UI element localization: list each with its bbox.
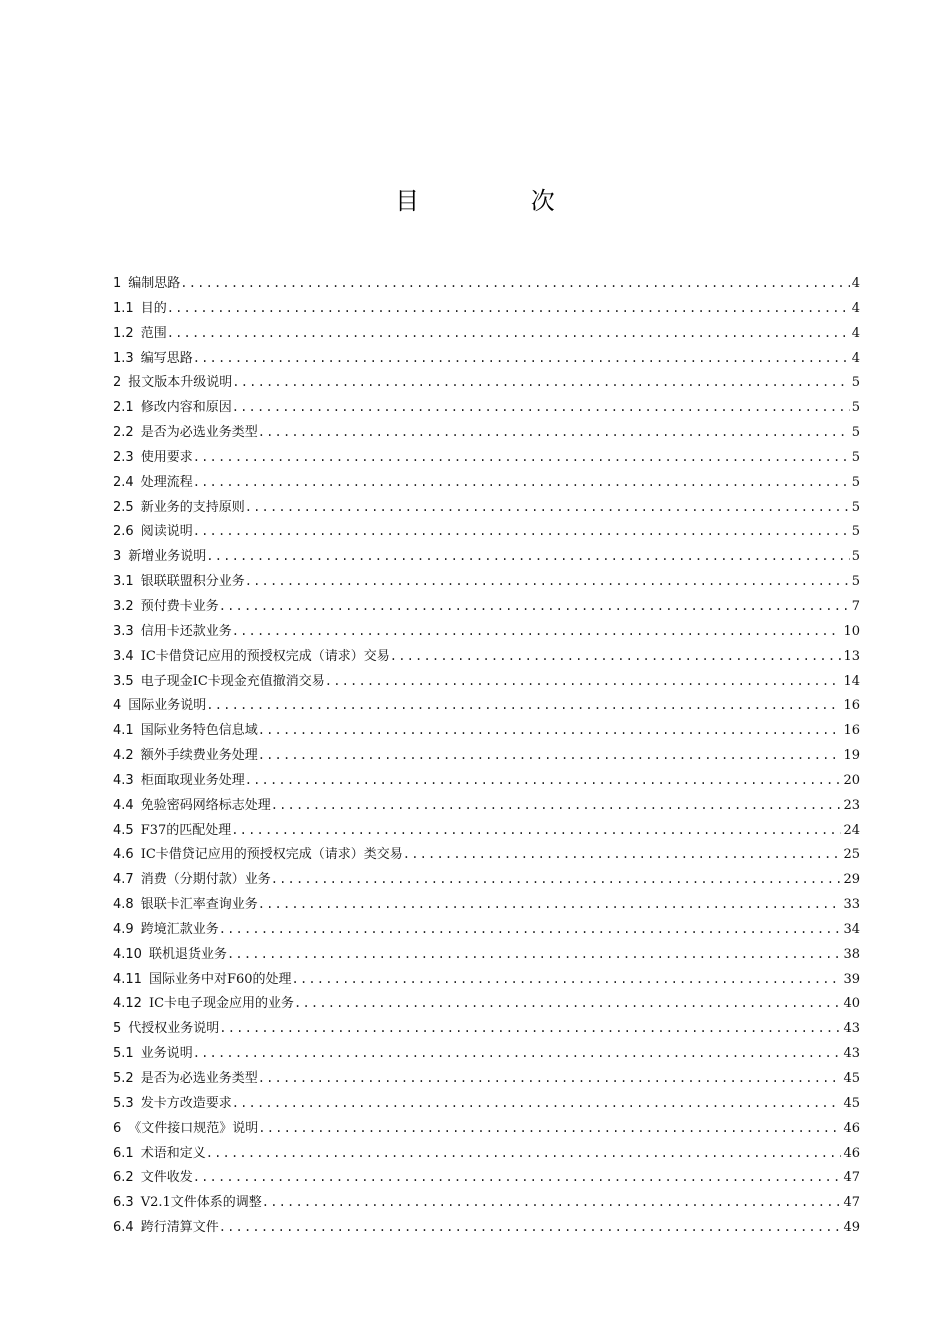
- toc-entry-page-number: 25: [843, 847, 860, 863]
- toc-dot-leader: [403, 847, 842, 861]
- toc-entry-title: 联机退货业务: [148, 946, 227, 962]
- toc-entry-title: 消费（分期付款）业务: [140, 872, 271, 888]
- toc-entry-page-number: 23: [843, 797, 860, 813]
- toc-dot-leader: [325, 674, 842, 688]
- toc-entry[interactable]: [113, 843, 860, 868]
- toc-entry-number: 2.2: [113, 425, 134, 441]
- toc-entry-number: 6.3: [113, 1195, 134, 1211]
- toc-entry-page-number: 16: [843, 723, 860, 739]
- toc-entry-page-number: 16: [843, 698, 860, 714]
- toc-entry-page-number: 19: [843, 748, 860, 764]
- toc-entry[interactable]: [113, 1142, 860, 1167]
- toc-entry-title: 业务说明: [140, 1046, 193, 1062]
- toc-dot-leader: [167, 301, 850, 315]
- toc-entry-number: 4.4: [113, 797, 134, 813]
- toc-entry-number: 2.1: [113, 400, 134, 416]
- toc-entry[interactable]: [113, 1216, 860, 1241]
- toc-entry-number: 2.3: [113, 449, 134, 465]
- toc-entry-number: 3.2: [113, 598, 134, 614]
- toc-entry-number: 2.5: [113, 499, 134, 515]
- toc-dot-leader: [206, 1146, 842, 1160]
- toc-entry-number: 4.12: [113, 996, 142, 1012]
- toc-entry-number: 3: [113, 549, 122, 565]
- toc-entry-page-number: 5: [851, 574, 860, 590]
- toc-dot-leader: [219, 1220, 842, 1234]
- toc-entry-page-number: 29: [843, 872, 860, 888]
- toc-entry-page-number: 5: [851, 425, 860, 441]
- toc-entry-page-number: 43: [843, 1021, 860, 1037]
- toc-entry-number: 6.2: [113, 1170, 134, 1186]
- toc-entry[interactable]: [113, 297, 860, 322]
- toc-dot-leader: [219, 599, 850, 613]
- toc-dot-leader: [258, 723, 842, 737]
- toc-dot-leader: [245, 500, 850, 514]
- toc-entry[interactable]: [113, 893, 860, 918]
- toc-entry[interactable]: [113, 322, 860, 347]
- toc-entry[interactable]: [113, 545, 860, 570]
- toc-entry-page-number: 5: [851, 499, 860, 515]
- toc-dot-leader: [232, 1096, 842, 1110]
- toc-entry-page-number: 43: [843, 1046, 860, 1062]
- toc-entry-title: IC卡电子现金应用的业务: [148, 996, 295, 1012]
- toc-entry-title: F37的匹配处理: [140, 822, 232, 838]
- toc-entry[interactable]: [113, 819, 860, 844]
- toc-entry[interactable]: [113, 694, 860, 719]
- toc-entry[interactable]: [113, 396, 860, 421]
- toc-entry-page-number: 45: [843, 1071, 860, 1086]
- toc-dot-leader: [232, 624, 842, 638]
- toc-entry[interactable]: [113, 992, 860, 1017]
- toc-entry-number: 4.3: [113, 772, 134, 788]
- toc-entry-number: 6: [113, 1120, 122, 1136]
- toc-entry-page-number: 39: [843, 971, 860, 987]
- toc-dot-leader: [390, 649, 842, 663]
- toc-entry-page-number: 5: [851, 474, 860, 490]
- toc-dot-leader: [258, 748, 842, 762]
- toc-dot-leader: [271, 798, 842, 812]
- toc-entry-title: 新增业务说明: [128, 549, 207, 565]
- toc-entry-page-number: 46: [843, 1145, 860, 1161]
- toc-entry-page-number: 5: [851, 549, 860, 565]
- toc-dot-leader: [193, 524, 850, 538]
- toc-entry-page-number: 40: [843, 996, 860, 1012]
- toc-entry[interactable]: [113, 918, 860, 943]
- toc-entry-title: 使用要求: [140, 449, 193, 465]
- toc-entry-title: 额外手续费业务处理: [140, 748, 258, 764]
- toc-entry-number: 4.6: [113, 847, 134, 863]
- toc-entry-number: 5.1: [113, 1046, 134, 1062]
- toc-entry-page-number: 47: [843, 1195, 860, 1211]
- toc-entry-title: 代授权业务说明: [128, 1021, 220, 1037]
- toc-entry-title: 发卡方改造要求: [140, 1095, 232, 1111]
- toc-entry[interactable]: [113, 347, 860, 372]
- toc-dot-leader: [245, 574, 850, 588]
- toc-entry-title: 报文版本升级说明: [128, 375, 233, 391]
- toc-dot-leader: [193, 450, 850, 464]
- toc-entry-page-number: 5: [851, 375, 860, 391]
- toc-entry-page-number: 45: [843, 1095, 860, 1111]
- toc-entry-title: 阅读说明: [140, 524, 193, 540]
- toc-dot-leader: [206, 698, 841, 712]
- toc-dot-leader: [219, 922, 842, 936]
- toc-dot-leader: [193, 1046, 842, 1060]
- toc-entry-number: 4.2: [113, 748, 134, 764]
- toc-entry[interactable]: [113, 968, 860, 993]
- toc-entry[interactable]: [113, 943, 860, 968]
- toc-dot-leader: [232, 375, 849, 389]
- toc-entry-number: 6.1: [113, 1145, 134, 1161]
- toc-dot-leader: [258, 897, 842, 911]
- toc-entry-title: 编制思路: [128, 276, 181, 291]
- toc-entry[interactable]: [113, 446, 860, 471]
- toc-entry-number: 6.4: [113, 1220, 134, 1236]
- toc-dot-leader: [232, 400, 850, 414]
- toc-entry-number: 2.4: [113, 474, 134, 490]
- toc-entry-number: 4.11: [113, 971, 142, 987]
- toc-entry[interactable]: [113, 570, 860, 595]
- toc-entry-number: 5: [113, 1021, 122, 1037]
- toc-entry-number: 5.2: [113, 1071, 134, 1086]
- toc-entry-number: 2.6: [113, 524, 134, 540]
- toc-list: [113, 272, 860, 1241]
- toc-entry[interactable]: [113, 1166, 860, 1191]
- toc-entry-title: 信用卡还款业务: [140, 623, 232, 639]
- toc-entry-page-number: 5: [851, 449, 860, 465]
- toc-entry-page-number: 4: [851, 276, 860, 291]
- toc-dot-leader: [227, 947, 841, 961]
- toc-entry-page-number: 13: [843, 648, 860, 664]
- toc-entry-title: 编写思路: [140, 350, 193, 366]
- toc-entry-page-number: 38: [843, 946, 860, 962]
- toc-entry-number: 3.3: [113, 623, 134, 639]
- toc-dot-leader: [219, 1021, 841, 1035]
- toc-entry-title: 处理流程: [140, 474, 193, 490]
- toc-entry-page-number: 24: [843, 822, 860, 838]
- toc-entry-title: 银联卡汇率查询业务: [140, 897, 258, 913]
- toc-dot-leader: [245, 773, 842, 787]
- toc-entry-page-number: 5: [851, 524, 860, 540]
- toc-entry[interactable]: [113, 1092, 860, 1117]
- toc-entry-page-number: 20: [843, 772, 860, 788]
- toc-entry[interactable]: [113, 1191, 860, 1216]
- toc-entry-page-number: 4: [851, 325, 860, 341]
- toc-entry-number: 3.1: [113, 574, 134, 590]
- toc-entry-page-number: 5: [851, 400, 860, 416]
- toc-entry[interactable]: [113, 794, 860, 819]
- toc-entry-page-number: 47: [843, 1170, 860, 1186]
- toc-entry-page-number: 4: [851, 300, 860, 316]
- toc-entry-title: 新业务的支持原则: [140, 499, 245, 515]
- toc-entry-title: 免验密码网络标志处理: [140, 797, 271, 813]
- toc-dot-leader: [294, 996, 841, 1010]
- toc-entry[interactable]: [113, 1067, 860, 1092]
- toc-dot-leader: [258, 425, 850, 439]
- toc-entry-page-number: 49: [843, 1220, 860, 1236]
- toc-dot-leader: [231, 823, 841, 837]
- toc-dot-leader: [193, 1170, 842, 1184]
- toc-dot-leader: [258, 1071, 842, 1085]
- toc-entry[interactable]: [113, 496, 860, 521]
- toc-entry-title: 《文件接口规范》说明: [128, 1120, 259, 1136]
- toc-entry-title: 范围: [140, 325, 167, 341]
- toc-dot-leader: [167, 326, 850, 340]
- toc-entry[interactable]: [113, 769, 860, 794]
- toc-entry[interactable]: [113, 645, 860, 670]
- toc-entry[interactable]: [113, 595, 860, 620]
- toc-entry-number: 4.8: [113, 897, 134, 913]
- toc-entry-number: 1: [113, 276, 122, 291]
- toc-entry-title: 国际业务说明: [128, 698, 207, 714]
- toc-dot-leader: [180, 276, 849, 290]
- toc-dot-leader: [271, 872, 842, 886]
- toc-entry-page-number: 34: [843, 921, 860, 937]
- toc-entry[interactable]: [113, 620, 860, 645]
- page-title: 目 次: [395, 187, 607, 215]
- toc-entry[interactable]: [113, 1017, 860, 1042]
- toc-entry-page-number: 14: [843, 673, 860, 689]
- toc-entry-number: 4: [113, 698, 122, 714]
- toc-entry-title: V2.1文件体系的调整: [140, 1195, 262, 1211]
- toc-entry-page-number: 4: [851, 350, 860, 366]
- toc-entry-number: 3.4: [113, 648, 134, 664]
- toc-entry[interactable]: [113, 744, 860, 769]
- toc-entry-title: 修改内容和原因: [140, 400, 232, 416]
- toc-entry-title: 跨行清算文件: [140, 1220, 219, 1236]
- toc-entry[interactable]: [113, 421, 860, 446]
- toc-entry-page-number: 46: [843, 1120, 860, 1136]
- toc-dot-leader: [193, 475, 850, 489]
- toc-entry-title: 电子现金IC卡现金充值撤消交易: [140, 673, 325, 689]
- toc-entry-number: 4.1: [113, 723, 134, 739]
- toc-entry-title: 是否为必选业务类型: [140, 425, 258, 441]
- toc-entry-title: 柜面取现业务处理: [140, 772, 245, 788]
- toc-entry-page-number: 7: [851, 598, 860, 614]
- toc-entry-number: 1.3: [113, 350, 134, 366]
- toc-entry-title: 国际业务中对F60的处理: [148, 971, 292, 987]
- toc-dot-leader: [258, 1121, 841, 1135]
- toc-dot-leader: [262, 1195, 842, 1209]
- toc-entry-number: 1.1: [113, 300, 134, 316]
- toc-entry-title: 目的: [140, 300, 167, 316]
- toc-entry-title: IC卡借贷记应用的预授权完成（请求）交易: [140, 648, 390, 664]
- toc-entry[interactable]: [113, 371, 860, 396]
- toc-entry-page-number: 10: [843, 623, 860, 639]
- toc-entry-number: 5.3: [113, 1095, 134, 1111]
- toc-entry-number: 4.7: [113, 872, 134, 888]
- toc-entry-number: 3.5: [113, 673, 134, 689]
- toc-entry-title: 是否为必选业务类型: [140, 1071, 258, 1086]
- toc-entry-number: 4.10: [113, 946, 142, 962]
- toc-entry-number: 1.2: [113, 325, 134, 341]
- toc-entry[interactable]: [113, 719, 860, 744]
- toc-entry-number: 2: [113, 375, 122, 391]
- toc-entry-title: 跨境汇款业务: [140, 921, 219, 937]
- toc-entry[interactable]: [113, 272, 860, 297]
- toc-entry[interactable]: [113, 670, 860, 695]
- toc-dot-leader: [292, 972, 842, 986]
- toc-entry[interactable]: [113, 471, 860, 496]
- toc-entry-number: 4.9: [113, 921, 134, 937]
- toc-entry[interactable]: [113, 520, 860, 545]
- toc-dot-leader: [206, 549, 849, 563]
- toc-entry-title: IC卡借贷记应用的预授权完成（请求）类交易: [140, 847, 403, 863]
- toc-entry-title: 文件收发: [140, 1170, 193, 1186]
- toc-entry-number: 4.5: [113, 822, 134, 838]
- toc-dot-leader: [193, 351, 850, 365]
- toc-entry-title: 预付费卡业务: [140, 598, 219, 614]
- toc-entry-title: 银联联盟积分业务: [140, 574, 245, 590]
- toc-entry-page-number: 33: [843, 897, 860, 913]
- toc-entry[interactable]: [113, 1042, 860, 1067]
- toc-entry[interactable]: [113, 868, 860, 893]
- toc-entry-title: 国际业务特色信息域: [140, 723, 258, 739]
- toc-entry-title: 术语和定义: [140, 1145, 206, 1161]
- toc-entry[interactable]: [113, 1117, 860, 1142]
